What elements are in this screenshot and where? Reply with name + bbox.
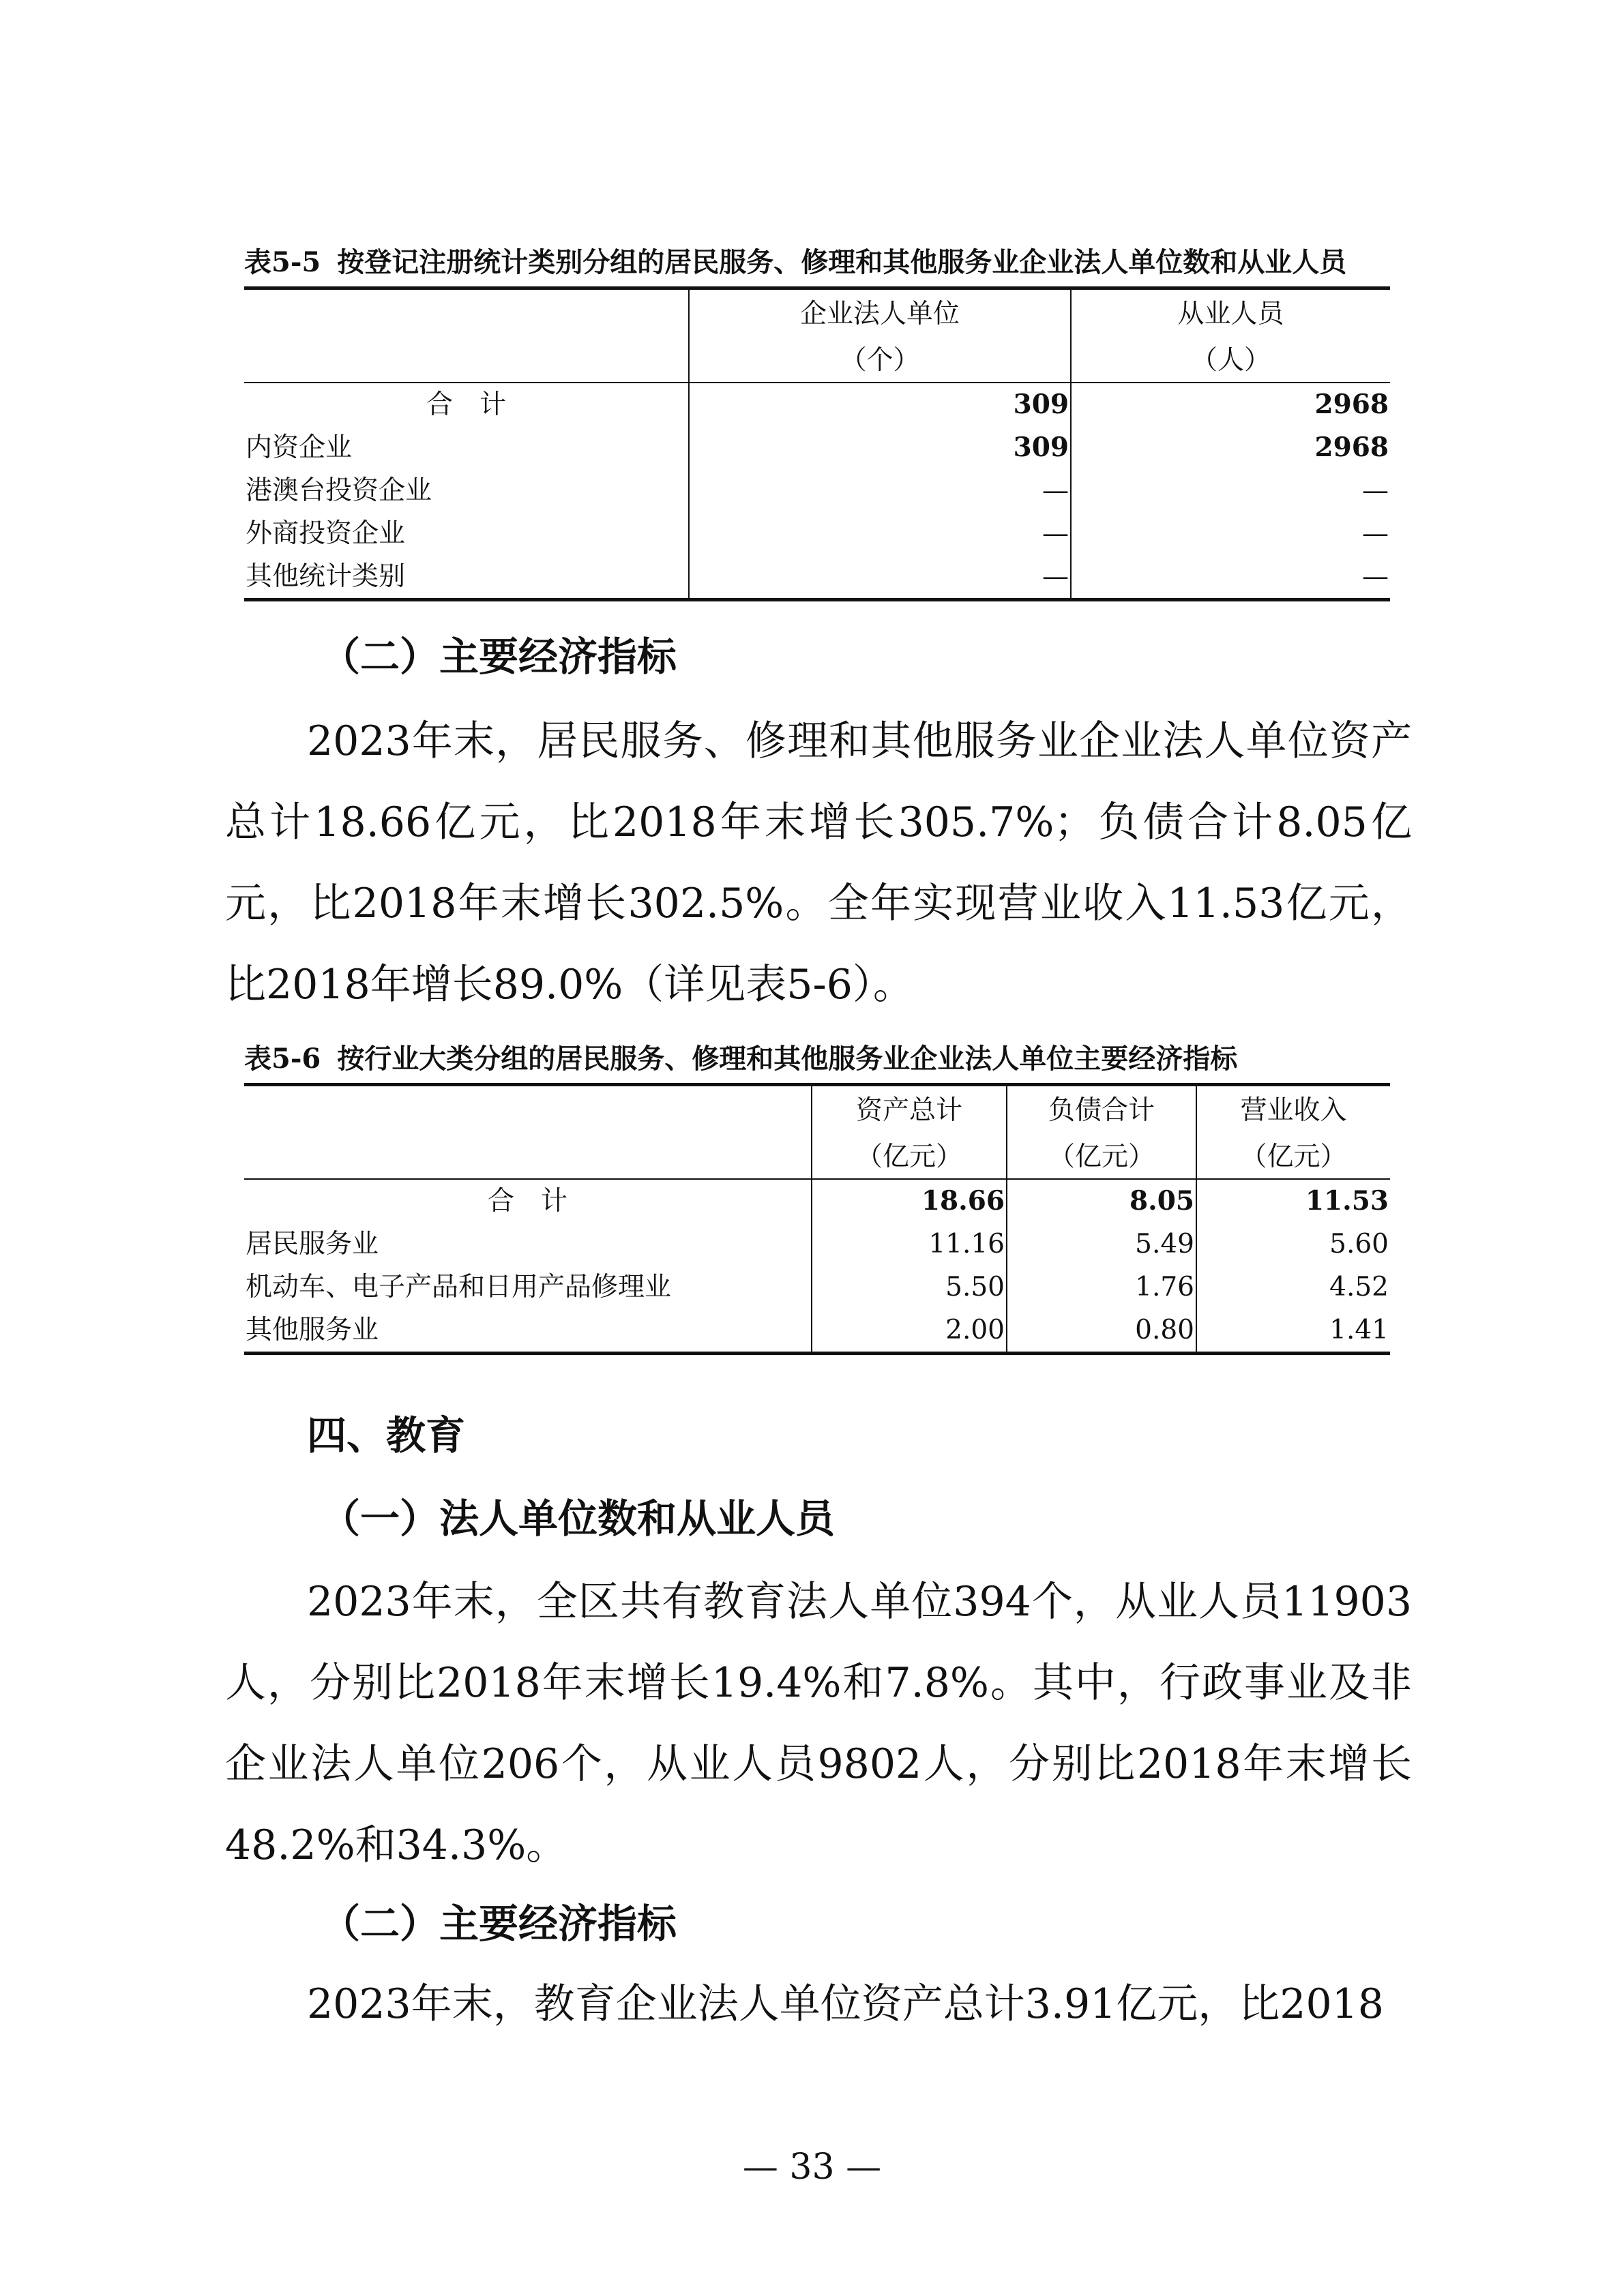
cell-liabilities: 5.49 xyxy=(1007,1223,1196,1266)
table-row xyxy=(244,1223,1390,1266)
col-unit-units: （个） xyxy=(689,339,1071,383)
col-unit-assets: （亿元） xyxy=(812,1135,1007,1179)
paragraph-education-indicators: 2023年末，教育企业法人单位资产总计3.91亿元，比2018 xyxy=(307,1980,1384,2028)
col-unit-liabilities: （亿元） xyxy=(1007,1135,1196,1179)
table-5-5-label: 表5-5 xyxy=(244,246,321,278)
row-name: 合 计 xyxy=(487,1186,567,1217)
table-5-5 xyxy=(244,286,1390,601)
cell-units: — xyxy=(689,469,1071,512)
cell-units: — xyxy=(689,512,1071,555)
table-row xyxy=(244,512,1390,555)
table-header-row xyxy=(244,288,1390,340)
row-name: 其他服务业 xyxy=(246,1315,379,1345)
subsection-heading-education-indicators: （二）主要经济指标 xyxy=(321,1900,677,1947)
page-number: — 33 — xyxy=(742,2147,882,2188)
cell-liabilities: 8.05 xyxy=(1007,1179,1196,1223)
table-5-6 xyxy=(244,1083,1390,1355)
table-5-5-title: 按登记注册统计类别分组的居民服务、修理和其他服务业企业法人单位数和从业人员 xyxy=(337,246,1347,278)
section-heading-education: 四、教育 xyxy=(307,1412,466,1459)
row-name: 外商投资企业 xyxy=(246,518,406,549)
table-header-unit-row xyxy=(244,339,1390,383)
col-header-staff: 从业人员 xyxy=(1071,288,1390,340)
row-name: 内资企业 xyxy=(246,432,353,463)
cell-assets: 2.00 xyxy=(812,1309,1007,1354)
col-unit-staff: （人） xyxy=(1071,339,1390,383)
col-header-assets: 资产总计 xyxy=(812,1085,1007,1136)
cell-staff: 2968 xyxy=(1071,383,1390,426)
table-row xyxy=(244,1266,1390,1309)
cell-liabilities: 0.80 xyxy=(1007,1309,1196,1354)
table-header-row xyxy=(244,1085,1390,1136)
col-header-revenue: 营业收入 xyxy=(1196,1085,1390,1136)
table-5-5-caption xyxy=(244,245,1390,280)
table-5-6-title: 按行业大类分组的居民服务、修理和其他服务业企业法人单位主要经济指标 xyxy=(337,1043,1238,1075)
table-row xyxy=(244,383,1390,426)
paragraph-economic-indicators: 2023年末，居民服务、修理和其他服务业企业法人单位资产总计18.66亿元，比2018年末增长305.7%；负债合计8.05亿元，比2018年末增长302.5%。全年实现营业收入11.53亿元，比2018年增长89.0%（详见表5-6）。 xyxy=(225,717,1412,1009)
row-name: 合 计 xyxy=(426,389,506,420)
cell-units: 309 xyxy=(689,426,1071,469)
row-name: 机动车、电子产品和日用产品修理业 xyxy=(246,1272,672,1302)
cell-revenue: 1.41 xyxy=(1196,1309,1390,1354)
paragraph-education-units: 2023年末，全区共有教育法人单位394个，从业人员11903人，分别比2018年末增长19.4%和7.8%。其中，行政事业及非企业法人单位206个，从业人员9802人，分别比2018年末增长48.2%和34.3%。 xyxy=(225,1578,1412,1869)
table-row xyxy=(244,555,1390,600)
table-5-6-caption xyxy=(244,1042,1390,1076)
table-5-6-label: 表5-6 xyxy=(244,1043,321,1075)
cell-assets: 5.50 xyxy=(812,1266,1007,1309)
row-name: 居民服务业 xyxy=(246,1229,379,1259)
row-name: 其他统计类别 xyxy=(246,561,406,592)
table-row xyxy=(244,1179,1390,1223)
col-header-liabilities: 负债合计 xyxy=(1007,1085,1196,1136)
table-row xyxy=(244,426,1390,469)
cell-revenue: 4.52 xyxy=(1196,1266,1390,1309)
cell-units: — xyxy=(689,555,1071,600)
cell-assets: 11.16 xyxy=(812,1223,1007,1266)
cell-revenue: 5.60 xyxy=(1196,1223,1390,1266)
table-row xyxy=(244,469,1390,512)
subsection-heading-units-staff: （一）法人单位数和从业人员 xyxy=(321,1495,836,1542)
cell-assets: 18.66 xyxy=(812,1179,1007,1223)
cell-staff: — xyxy=(1071,469,1390,512)
cell-staff: 2968 xyxy=(1071,426,1390,469)
table-header-unit-row xyxy=(244,1135,1390,1179)
cell-liabilities: 1.76 xyxy=(1007,1266,1196,1309)
cell-staff: — xyxy=(1071,555,1390,600)
col-header-units: 企业法人单位 xyxy=(689,288,1071,340)
col-unit-revenue: （亿元） xyxy=(1196,1135,1390,1179)
cell-staff: — xyxy=(1071,512,1390,555)
row-name: 港澳台投资企业 xyxy=(246,475,432,506)
section-heading-economic-indicators: （二）主要经济指标 xyxy=(321,633,677,680)
cell-revenue: 11.53 xyxy=(1196,1179,1390,1223)
table-row xyxy=(244,1309,1390,1354)
cell-units: 309 xyxy=(689,383,1071,426)
